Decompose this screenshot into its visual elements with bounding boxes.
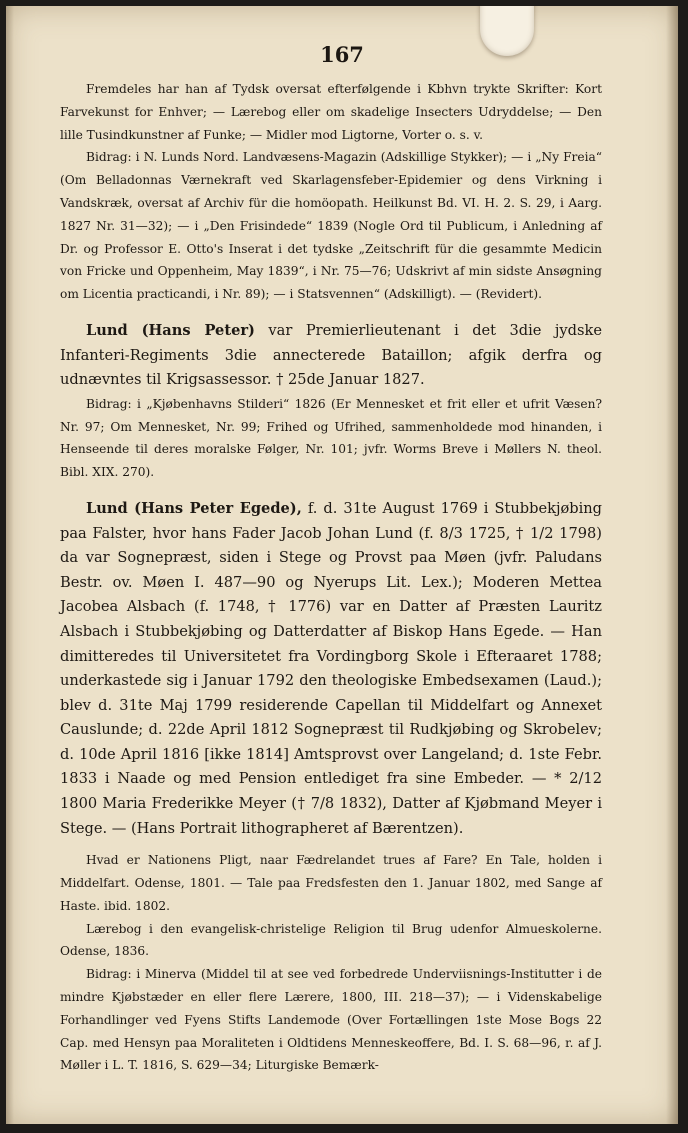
entry-works-textbook: Lærebog i den evangelisk-christelige Religion til Brug udenfor Almueskolerne. Odense, 1836. (60, 921, 602, 959)
spacer (60, 306, 602, 319)
entry-works-speech: Hvad er Nationens Pligt, naar Fædrelandet trues af Fare? En Tale, holden i Middelfart. Odense, 1801. — Tale paa Fredsfesten den 1. Januar 1802, med Sange af Haste. ibid. 1802. (60, 853, 602, 913)
paragraph-contributions (60, 146, 602, 306)
bidrag-label: Bidrag: (86, 967, 132, 982)
entry-contributions (60, 963, 602, 1077)
paragraph-works-list: Fremdeles har han af Tydsk oversat efterfølgende i Kbhvn trykte Skrifter: Kort Farvekunst for Enhver; — Lærebog eller om skadelige Insecters Udryddelse; — Den lille Tusindkunstner af Funke; — Midler mod Ligtorne, Vorter o. s. v. (60, 82, 602, 142)
entry-heading: Lund (Hans Peter Egede), (86, 499, 302, 517)
page-body (60, 78, 602, 1077)
bidrag-text: i N. Lunds Nord. Landvæsens-Magazin (Adskillige Stykker); — i „Ny Freia“ (Om Belladonnas Værnekraft ved Skarlagensfeber-Epidemier og dens Virkning i Vandskræk, oversat af Archiv für die homöopath. Heilkunst Bd. VI. H. 2. S. 29, i Aarg. 1827 Nr. 31—32); — i „Den Frisindede“ 1839 (Nogle Ord til Publicum, i Anledning af Dr. og Professor E. Otto's Inserat i det tydske „Zeitschrift für die gesammte Medicin von Fricke und Oppenheim, May 1839“, i Nr. 75—76; Udskrivt af min sidste Ansøgning om Licentia practicandi, i Nr. 89); — i Statsvennen“ (Adskilligt). — (Revidert). (60, 150, 602, 302)
bidrag-text: i Minerva (Middel til at see ved forbedrede Underviisnings-Institutter i de mindre Kjøbstæder en eller flere Lærere, 1800, III. 218—37); — i Videnskabelige Forhandlinger ved Fyens Stifts Landemode (Over Fortællingen 1ste Mose Bogs 22 Cap. med Hensyn paa Moraliteten i Oldtidens Menneskeoffere, Bd. I. S. 68—96, r. af J. Møller i L. T. 1816, S. 629—34; Liturgiske Bemærk- (60, 967, 602, 1073)
page-edge-shadow (6, 6, 14, 1124)
entry-heading: Lund (Hans Peter) (86, 321, 255, 339)
spacer (60, 484, 602, 497)
entry-lund-hans-peter-egede (60, 497, 602, 841)
spacer (60, 841, 602, 849)
book-page (6, 6, 678, 1124)
entry-text: var Premierlieutenant i det 3die jydske Infanteri-Regiments 3die annecterede Bataillon; afgik derfra og udnævntes til Krigsassessor. † 25de Januar 1827. (60, 321, 602, 389)
entry-lund-hans-peter (60, 319, 602, 393)
bidrag-text: i „Kjøbenhavns Stilderi“ 1826 (Er Mennesket et frit eller et ufrit Væsen? Nr. 97; Om Mennesket, Nr. 99; Frihed og Ufrihed, sammenholdede mod hinanden, i Henseende til deres moralske Følger, Nr. 101; jvfr. Worms Breve i Møllers N. theol. Bibl. XIX. 270). (60, 396, 602, 480)
entry-text: f. d. 31te August 1769 i Stubbekjøbing paa Falster, hvor hans Fader Jacob Johan Lund (f. 8/3 1725, † 1/2 1798) da var Sognepræst, siden i Stege og Provst paa Møen (jvfr. Paludans Bestr. ov. Møen I. 487—90 og Nyerups Lit. Lex.); Moderen Mettea Jacobea Alsbach (f. 1748, † 1776) var en Datter af Præsten Lauritz Alsbach i Stubbekjøbing og Datterdatter af Biskop Hans Egede. — Han dimitteredes til Universitetet fra Vordingborg Skole i Efteraaret 1788; underkastede sig i Januar 1792 den theologiske Embedsexamen (Laud.); blev d. 31te Maj 1799 residerende Capellan til Middelfart og Annexet Causlunde; d. 22de April 1812 Sognepræst til Rudkjøbing og Skrobelev; d. 10de April 1816 [ikke 1814] Amtsprovst over Langeland; d. 1ste Febr. 1833 i Naade og med Pension entlediget fra sine Embeder. — * 2/12 1800 Maria Frederikke Meyer († 7/8 1832), Datter af Kjøbmand Meyer i Stege. — (Hans Portrait lithographeret af Bærentzen). (60, 499, 603, 837)
bidrag-label: Bidrag: (86, 396, 132, 411)
page-number: 167 (320, 42, 364, 67)
bidrag-label: Bidrag: (86, 150, 132, 165)
page-edge-shadow (666, 6, 678, 1124)
entry-contributions (60, 393, 602, 484)
